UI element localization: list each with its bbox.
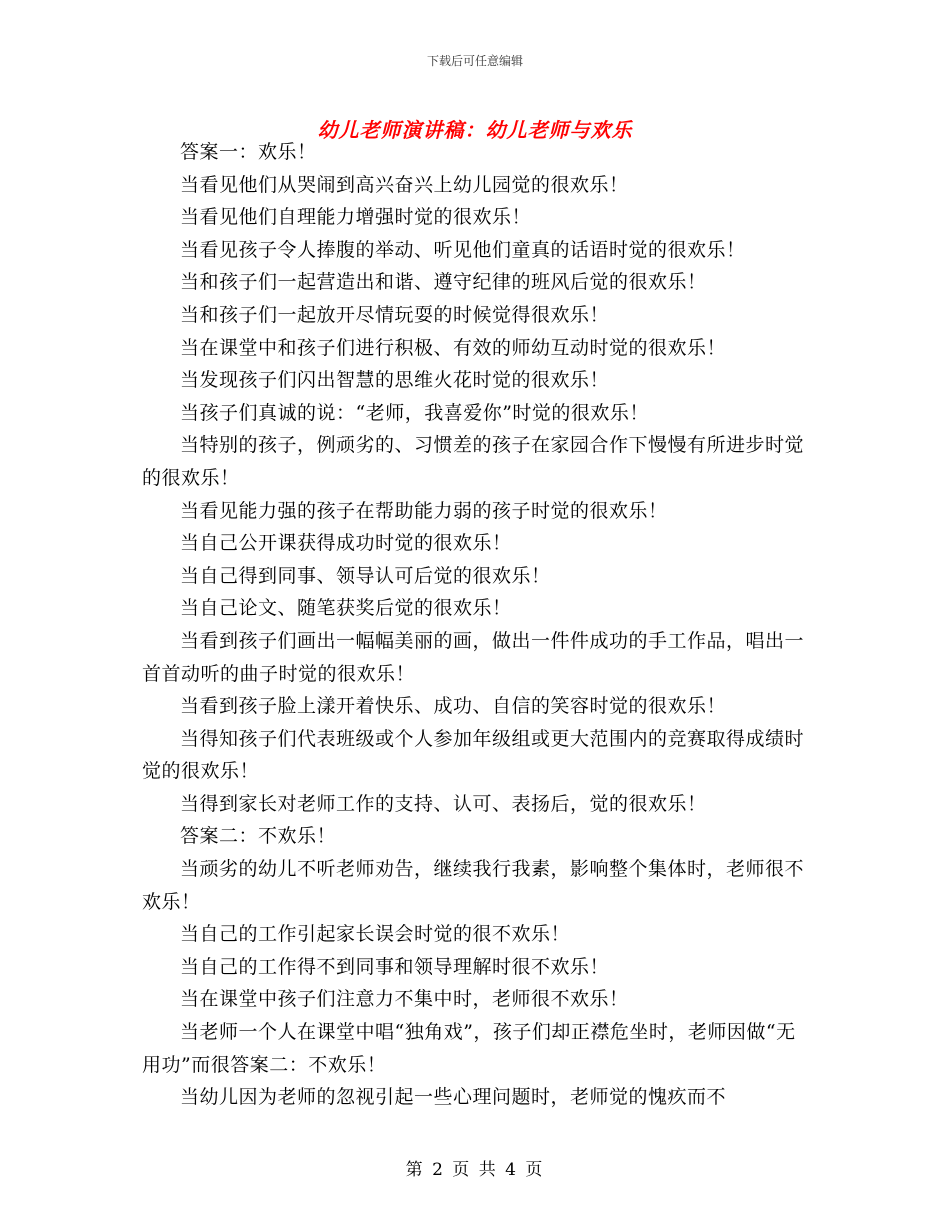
- paragraph: 当发现孩子们闪出智慧的思维火花时觉的很欢乐！: [180, 369, 610, 392]
- paragraph: 当顽劣的幼儿不听老师劝告，继续我行我素，影响整个集体时，老师很不欢乐！: [142, 858, 805, 913]
- paragraph: 当看到孩子脸上漾开着快乐、成功、自信的笑容时觉的很欢乐！: [180, 695, 727, 718]
- page-number-footer: 第 2 页 共 4 页: [405, 1160, 545, 1180]
- document-body: [142, 136, 810, 1114]
- paragraph: 当在课堂中孩子们注意力不集中时，老师很不欢乐！: [180, 988, 629, 1011]
- paragraph: 当幼儿因为老师的忽视引起一些心理问题时，老师觉的愧疚而不: [180, 1086, 727, 1109]
- paragraph: 当和孩子们一起放开尽情玩耍的时候觉得很欢乐！: [180, 303, 610, 326]
- paragraph: 当看见他们自理能力增强时觉的很欢乐！: [180, 206, 532, 229]
- paragraph: 答案二：不欢乐！: [180, 825, 337, 848]
- paragraph: 当自己的工作得不到同事和领导理解时很不欢乐！: [180, 955, 610, 978]
- paragraph: 当得知孩子们代表班级或个人参加年级组或更大范围内的竞赛取得成绩时觉的很欢乐！: [142, 727, 805, 783]
- paragraph: 当在课堂中和孩子们进行积极、有效的师幼互动时觉的很欢乐！: [180, 336, 727, 359]
- paragraph: 当自己得到同事、领导认可后觉的很欢乐！: [180, 564, 551, 587]
- paragraph: 当老师一个人在课堂中唱“独角戏”，孩子们却正襟危坐时，老师因做“无用功”而很答案二：不欢乐！: [142, 1021, 796, 1076]
- paragraph: 答案一：欢乐！: [180, 141, 317, 163]
- paragraph: 当和孩子们一起营造出和谐、遵守纪律的班风后觉的很欢乐！: [180, 271, 707, 294]
- paragraph: 当看到孩子们画出一幅幅美丽的画，做出一件件成功的手工作品，唱出一首首动听的曲子时觉的很欢乐！: [142, 629, 805, 685]
- header-note: 下载后可任意编辑: [426, 54, 523, 68]
- paragraph: 当自己的工作引起家长误会时觉的很不欢乐！: [180, 923, 571, 946]
- document-title: 幼儿老师演讲稿：幼儿老师与欢乐: [317, 118, 633, 142]
- paragraph: 当特别的孩子，例顽劣的、习惯差的孩子在家园合作下慢慢有所进步时觉的很欢乐！: [142, 434, 805, 489]
- paragraph: 当得到家长对老师工作的支持、认可、表扬后，觉的很欢乐！: [180, 792, 707, 815]
- paragraph: 当看见能力强的孩子在帮助能力弱的孩子时觉的很欢乐！: [180, 499, 668, 522]
- paragraph: 当自己公开课获得成功时觉的很欢乐！: [180, 532, 512, 555]
- paragraph: 当看见他们从哭闹到高兴奋兴上幼儿园觉的很欢乐！: [180, 173, 629, 196]
- paragraph: 当孩子们真诚的说：“老师，我喜爱你”时觉的很欢乐！: [180, 401, 649, 424]
- paragraph: 当看见孩子令人捧腹的举动、听见他们童真的话语时觉的很欢乐！: [180, 238, 746, 261]
- paragraph: 当自己论文、随笔获奖后觉的很欢乐！: [180, 597, 512, 620]
